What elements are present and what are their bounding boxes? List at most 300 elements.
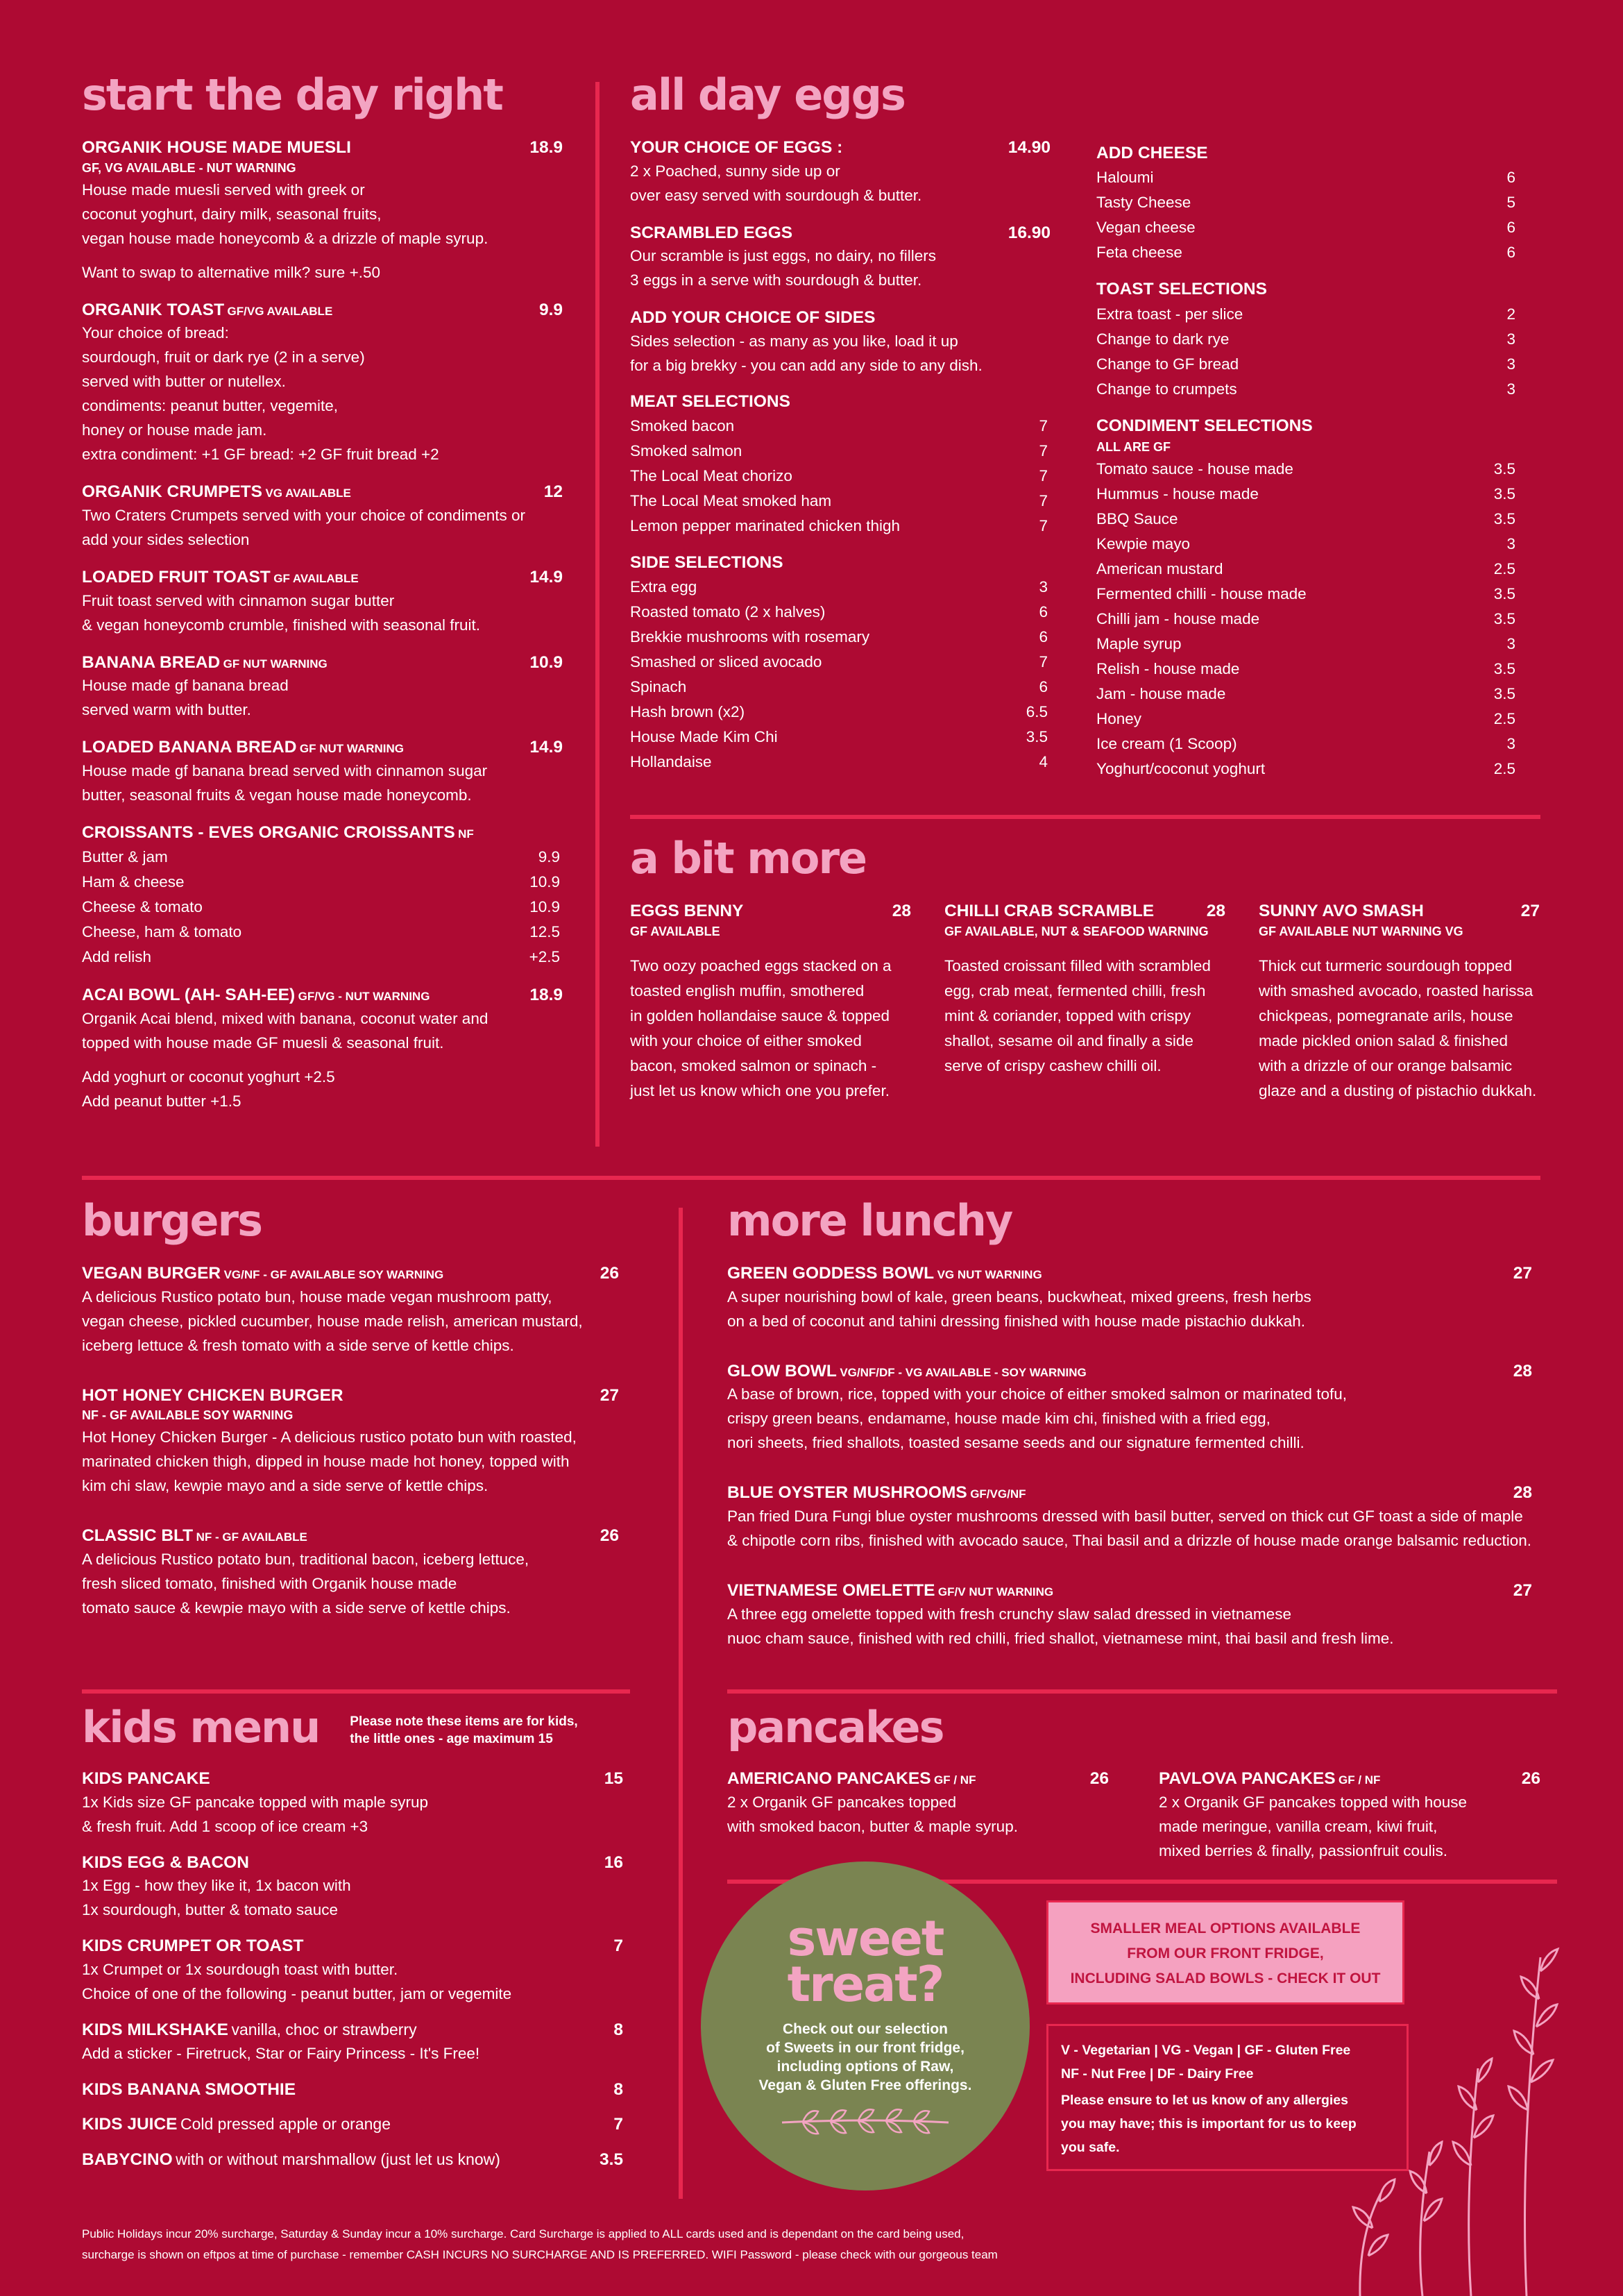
condiment-note: ALL ARE GF xyxy=(1096,439,1171,454)
pancake-items xyxy=(727,1749,1540,1863)
description-line: sourdough, fruit or dark rye (2 in a serve) xyxy=(82,348,365,366)
row-price: 6 xyxy=(1039,603,1048,621)
cheese-row xyxy=(1096,190,1518,215)
croissant-options xyxy=(82,845,563,970)
row-label: Fermented chilli - house made xyxy=(1096,584,1307,602)
description-line: Organik Acai blend, mixed with banana, coconut water and xyxy=(82,1010,488,1027)
row-label: Maple syrup xyxy=(1096,634,1182,652)
lunchy-section xyxy=(727,1195,1532,1651)
row-label: Cheese & tomato xyxy=(82,898,203,916)
row-label: Chilli jam - house made xyxy=(1096,609,1260,627)
menu-item-title xyxy=(727,1263,1042,1285)
sweet-body-line: Check out our selection xyxy=(782,2021,949,2037)
menu-item xyxy=(727,1361,1532,1455)
burger-items xyxy=(82,1263,619,1620)
description-line: coconut yoghurt, dairy milk, seasonal fruits, xyxy=(82,205,382,223)
menu-item-title xyxy=(82,2150,500,2171)
description-line: Toasted croissant filled with scrambled xyxy=(944,956,1211,974)
description-line: 2 x Organik GF pancakes topped xyxy=(727,1793,957,1811)
description-line: Hot Honey Chicken Burger - A delicious rustico potato bun with roasted, xyxy=(82,1428,577,1446)
divider-burgers-kids xyxy=(82,1689,630,1694)
menu-item-title xyxy=(630,901,743,922)
menu-item-title xyxy=(1259,901,1424,922)
menu-item-header xyxy=(82,1385,619,1407)
menu-item-price: 7 xyxy=(613,1936,623,1956)
menu-item-tag: VG/NF - GF AVAILABLE SOY WARNING xyxy=(223,1268,444,1281)
description-line: add your sides selection xyxy=(82,530,250,548)
description-line: over easy served with sourdough & butter. xyxy=(630,186,922,204)
menu-item-price: 28 xyxy=(1513,1483,1532,1503)
menu-item xyxy=(630,901,911,1104)
menu-item-header xyxy=(82,137,563,159)
menu-item-inline-desc: Cold pressed apple or orange xyxy=(180,2115,391,2134)
condiment-row xyxy=(1096,632,1518,657)
menu-item-price: 8 xyxy=(613,2079,623,2099)
menu-item xyxy=(727,1580,1532,1651)
condiment-row xyxy=(1096,482,1518,507)
row-price: 3 xyxy=(1039,578,1048,596)
menu-item-header xyxy=(630,307,1051,329)
menu-item-description xyxy=(1159,1790,1540,1863)
bitmore-items xyxy=(630,886,1540,1104)
menu-item-price: 9.9 xyxy=(538,300,563,319)
menu-item-tag: NF - GF AVAILABLE xyxy=(196,1530,307,1544)
menu-item-price: 27 xyxy=(1513,1580,1532,1600)
side-row xyxy=(630,625,1051,650)
row-price: 3.5 xyxy=(1493,684,1515,702)
menu-item-tag: NF xyxy=(458,827,474,841)
menu-item-price: 10.9 xyxy=(529,652,563,672)
menu-item-name: VEGAN BURGER xyxy=(82,1264,221,1283)
menu-item-title xyxy=(727,1769,976,1790)
menu-item-title xyxy=(82,1852,249,1874)
row-price: 12.5 xyxy=(529,923,560,941)
row-label: Hollandaise xyxy=(630,753,712,771)
menu-item-note: GF AVAILABLE, NUT & SEAFOOD WARNING xyxy=(944,924,1209,938)
row-label: Extra toast - per slice xyxy=(1096,305,1243,323)
condiment-row xyxy=(1096,607,1518,632)
row-price: 3 xyxy=(1506,380,1515,398)
menu-item-header xyxy=(1159,1769,1540,1790)
row-label: Ham & cheese xyxy=(82,873,185,891)
menu-item-header xyxy=(727,1769,1109,1790)
cheese-row xyxy=(1096,240,1518,265)
row-label: Feta cheese xyxy=(1096,244,1182,262)
menu-item-name: AMERICANO PANCAKES xyxy=(727,1769,931,1788)
menu-item xyxy=(82,137,563,285)
description-line: with a drizzle of our orange balsamic xyxy=(1259,1056,1513,1074)
bitmore-column xyxy=(1259,886,1540,1104)
menu-item-name: SUNNY AVO SMASH xyxy=(1259,902,1424,920)
description-line: Add a sticker - Firetruck, Star or Fairy Princess - It's Free! xyxy=(82,2044,480,2062)
description-line: honey or house made jam. xyxy=(82,421,267,439)
menu-item-header xyxy=(82,300,563,321)
menu-item-note: GF, VG AVAILABLE - NUT WARNING xyxy=(82,160,296,175)
menu-item-price: 27 xyxy=(1513,1264,1532,1283)
row-label: Honey xyxy=(1096,709,1142,727)
section-title-bitmore: a bit more xyxy=(630,833,867,884)
description-line: & chipotle corn ribs, finished with avocado sauce, Thai basil and a drizzle of house made orange balsamic reduction. xyxy=(727,1531,1531,1549)
description-line: just let us know which one you prefer. xyxy=(630,1081,890,1099)
menu-item-description xyxy=(82,589,563,637)
description-line: 1x Kids size GF pancake topped with maple syrup xyxy=(82,1793,428,1811)
row-label: House Made Kim Chi xyxy=(630,728,778,746)
menu-item-name: KIDS MILKSHAKE xyxy=(82,2020,228,2039)
meat-row xyxy=(630,514,1051,539)
row-label: Butter & jam xyxy=(82,848,168,866)
description-line: vegan house made honeycomb & a drizzle of maple syrup. xyxy=(82,229,488,247)
row-price: 3 xyxy=(1506,634,1515,652)
menu-item-price: 26 xyxy=(600,1264,619,1283)
menu-item-header xyxy=(82,2114,623,2136)
description-line: extra condiment: +1 GF bread: +2 GF fruit bread +2 xyxy=(82,446,439,464)
menu-item-tag: VG NUT WARNING xyxy=(937,1268,1042,1281)
row-price: +2.5 xyxy=(529,948,560,966)
menu-item xyxy=(82,482,563,552)
row-price: 5 xyxy=(1506,194,1515,212)
description-line: House made gf banana bread xyxy=(82,677,289,695)
side-row xyxy=(630,675,1051,700)
eggs-right-column xyxy=(1096,142,1518,782)
row-price: 2.5 xyxy=(1493,759,1515,777)
menu-item-price: 16.90 xyxy=(1008,223,1051,242)
description-line: House made gf banana bread served with cinnamon sugar xyxy=(82,761,488,779)
description-line: with your choice of either smoked xyxy=(630,1031,862,1049)
cheese-row xyxy=(1096,165,1518,190)
row-price: 9.9 xyxy=(538,848,560,866)
menu-item-title xyxy=(82,567,359,589)
description-line: & vegan honeycomb crumble, finished with seasonal fruit. xyxy=(82,616,481,634)
menu-item-price: 14.9 xyxy=(529,567,563,586)
description-line: served warm with butter. xyxy=(82,701,251,719)
footer-line: surcharge is shown on eftpos at time of purchase - remember CASH INCURS NO SURCHARGE AND IS PREFERRED. WIFI Password - please check with our gorgeous team xyxy=(82,2248,998,2261)
condiment-row xyxy=(1096,532,1518,557)
condiment-row xyxy=(1096,682,1518,707)
menu-item-price: 7 xyxy=(613,2115,623,2134)
kids-section xyxy=(82,1702,623,2170)
menu-item-tag: GF NUT WARNING xyxy=(223,657,328,670)
menu-item-description xyxy=(1259,954,1540,1104)
description-line: topped with house made GF muesli & seasonal fruit. xyxy=(82,1034,444,1052)
menu-item-name: PAVLOVA PANCAKES xyxy=(1159,1769,1336,1788)
toast-selections-title: TOAST SELECTIONS xyxy=(1096,280,1267,299)
description-line: on a bed of coconut and tahini dressing finished with house made pistachio dukkah. xyxy=(727,1312,1306,1330)
divider-top-bottom xyxy=(82,1176,1540,1180)
croissant-row xyxy=(82,945,563,970)
menu-item-title xyxy=(82,985,430,1006)
sweet-treat-circle xyxy=(701,1862,1030,2191)
menu-item xyxy=(82,300,563,467)
menu-item xyxy=(82,1263,619,1358)
menu-item-title xyxy=(82,482,351,503)
menu-item-name: GLOW BOWL xyxy=(727,1361,837,1381)
toast-row xyxy=(1096,302,1518,327)
footer-line: Public Holidays incur 20% surcharge, Saturday & Sunday incur a 10% surcharge. Card Surcharge is applied to ALL cards used and is dependant on the card being used, xyxy=(82,2227,965,2240)
row-label: The Local Meat smoked ham xyxy=(630,492,832,510)
extra-line: Add peanut butter +1.5 xyxy=(82,1092,241,1110)
description-line: made meringue, vanilla cream, kiwi fruit, xyxy=(1159,1817,1438,1835)
menu-item-description xyxy=(82,178,563,251)
row-label: Smashed or sliced avocado xyxy=(630,653,822,671)
menu-item xyxy=(82,2079,623,2101)
kids-note-line: Please note these items are for kids, xyxy=(350,1714,578,1729)
menu-item-name: LOADED FRUIT TOAST xyxy=(82,567,271,586)
menu-item-tag: GF NUT WARNING xyxy=(299,742,405,756)
description-line: chickpeas, pomegranate arils, house xyxy=(1259,1006,1513,1024)
condiment-row xyxy=(1096,507,1518,532)
menu-item-note: GF AVAILABLE xyxy=(630,924,720,938)
sweet-title-line: sweet xyxy=(787,1910,944,1967)
menu-item-title xyxy=(82,2079,296,2101)
description-line: for a big brekky - you can add any side to any dish. xyxy=(630,356,983,374)
row-price: 6 xyxy=(1039,628,1048,646)
sweet-body-line: Vegan & Gluten Free offerings. xyxy=(758,2077,972,2093)
menu-item xyxy=(944,901,1225,1079)
menu-item-title xyxy=(944,901,1154,922)
menu-item-name: BLUE OYSTER MUSHROOMS xyxy=(727,1483,967,1503)
menu-item xyxy=(630,137,1051,208)
menu-item-header xyxy=(82,737,563,759)
condiment-row xyxy=(1096,757,1518,782)
row-price: 3.5 xyxy=(1493,509,1515,527)
menu-item-header xyxy=(82,1526,619,1547)
eggs-extras-section xyxy=(1096,130,1518,782)
menu-item-price: 26 xyxy=(1089,1769,1109,1788)
row-price: 2 xyxy=(1506,305,1515,323)
section-title-breakfast: start the day right xyxy=(82,69,502,120)
meat-selections-title: MEAT SELECTIONS xyxy=(630,391,790,411)
extra-line: Want to swap to alternative milk? sure +.50 xyxy=(82,263,380,281)
description-line: & fresh fruit. Add 1 scoop of ice cream +3 xyxy=(82,1817,368,1835)
meat-row xyxy=(630,414,1051,439)
cheese-selections-title: ADD CHEESE xyxy=(1096,144,1208,162)
croissant-row xyxy=(82,920,563,945)
menu-item-price: 18.9 xyxy=(529,138,563,157)
menu-item-title xyxy=(82,1385,343,1407)
description-line: A three egg omelette topped with fresh crunchy slaw salad dressed in vietnamese xyxy=(727,1605,1291,1623)
description-line: mint & coriander, topped with crispy xyxy=(944,1006,1191,1024)
row-price: 7 xyxy=(1039,467,1048,485)
row-label: Cheese, ham & tomato xyxy=(82,923,242,941)
description-line: 2 x Poached, sunny side up or xyxy=(630,162,840,180)
description-line: Our scramble is just eggs, no dairy, no fillers xyxy=(630,247,937,265)
menu-item-header xyxy=(727,1483,1532,1504)
meat-row xyxy=(630,464,1051,489)
description-line: tomato sauce & kewpie mayo with a side serve of kettle chips. xyxy=(82,1598,511,1617)
menu-item-name: BABYCINO xyxy=(82,2150,173,2169)
divider-lunchy-pancakes xyxy=(727,1689,1557,1694)
row-label: The Local Meat chorizo xyxy=(630,467,792,485)
menu-item xyxy=(82,567,563,637)
menu-item-tag: GF / NF xyxy=(1339,1773,1381,1787)
menu-item-header xyxy=(82,1936,623,1957)
menu-item-description xyxy=(630,244,1051,292)
row-price: 3.5 xyxy=(1493,659,1515,677)
menu-item-price: 8 xyxy=(613,2020,623,2039)
description-line: Thick cut turmeric sourdough topped xyxy=(1259,956,1513,974)
meat-row xyxy=(630,439,1051,464)
menu-item-header xyxy=(82,985,563,1006)
row-price: 3.5 xyxy=(1493,484,1515,503)
row-price: 2.5 xyxy=(1493,559,1515,577)
description-line: Choice of one of the following - peanut butter, jam or vegemite xyxy=(82,1984,512,2002)
row-label: Hummus - house made xyxy=(1096,484,1259,503)
kids-note-line: the little ones - age maximum 15 xyxy=(350,1732,553,1746)
condiment-selections-title: CONDIMENT SELECTIONS xyxy=(1096,416,1313,435)
description-line: bacon, smoked salmon or spinach - xyxy=(630,1056,877,1074)
row-price: 3.5 xyxy=(1493,459,1515,478)
row-price: 7 xyxy=(1039,653,1048,671)
row-label: Lemon pepper marinated chicken thigh xyxy=(630,517,900,535)
menu-item-title xyxy=(630,137,842,159)
breakfast-section xyxy=(82,69,563,1113)
menu-item-tag: GF/V NUT WARNING xyxy=(937,1585,1054,1598)
section-title-lunchy: more lunchy xyxy=(727,1195,1012,1246)
menu-item-title xyxy=(82,2114,391,2136)
menu-item xyxy=(82,2150,623,2171)
menu-item-name: KIDS CRUMPET OR TOAST xyxy=(82,1936,304,1956)
description-line: butter, seasonal fruits & vegan house made honeycomb. xyxy=(82,786,472,804)
divider-vertical-top xyxy=(595,82,600,1147)
section-title-burgers: burgers xyxy=(82,1195,262,1246)
bitmore-section xyxy=(630,833,1540,1104)
menu-item xyxy=(1159,1769,1540,1863)
description-line: Two oozy poached eggs stacked on a xyxy=(630,956,892,974)
menu-item-description xyxy=(82,759,563,807)
row-label: Hash brown (x2) xyxy=(630,703,745,721)
row-label: Change to crumpets xyxy=(1096,380,1237,398)
meat-row xyxy=(630,489,1051,514)
section-title-eggs: all day eggs xyxy=(630,69,905,120)
row-label: Tasty Cheese xyxy=(1096,194,1191,212)
menu-item-tag: GF AVAILABLE xyxy=(273,571,359,585)
breakfast-items xyxy=(82,137,563,1113)
menu-item-price: 18.9 xyxy=(529,986,563,1005)
description-line: 3 eggs in a serve with sourdough & butter. xyxy=(630,271,922,289)
row-price: 7 xyxy=(1039,492,1048,510)
menu-item xyxy=(82,652,563,723)
menu-item-title xyxy=(82,822,474,844)
menu-item-title xyxy=(727,1483,1026,1504)
condiment-row xyxy=(1096,457,1518,482)
menu-item-title xyxy=(630,223,792,244)
description-line: 1x Crumpet or 1x sourdough toast with butter. xyxy=(82,1960,398,1978)
menu-item-description xyxy=(82,1790,623,1839)
bitmore-column xyxy=(630,886,911,1104)
eggs-left-column xyxy=(630,137,1051,775)
menu-item-header xyxy=(82,567,563,589)
menu-item-header xyxy=(1259,901,1540,922)
menu-item xyxy=(727,1263,1532,1333)
legend-line: NF - Nut Free | DF - Dairy Free xyxy=(1061,2066,1254,2082)
croissant-row xyxy=(82,845,563,870)
menu-item-title xyxy=(727,1580,1053,1602)
menu-item-header xyxy=(82,652,563,674)
menu-item-title xyxy=(82,737,404,759)
menu-item-price: 28 xyxy=(1206,902,1225,920)
row-label: Roasted tomato (2 x halves) xyxy=(630,603,826,621)
menu-item-title xyxy=(82,1936,303,1957)
row-price: 3.5 xyxy=(1493,609,1515,627)
description-line: glaze and a dusting of pistachio dukkah. xyxy=(1259,1081,1537,1099)
menu-item xyxy=(1259,901,1540,1104)
menu-item-description xyxy=(82,503,563,552)
menu-item-header xyxy=(727,1580,1532,1602)
description-line: Sides selection - as many as you like, load it up xyxy=(630,332,958,350)
row-label: Smoked bacon xyxy=(630,417,735,435)
row-label: Ice cream (1 Scoop) xyxy=(1096,734,1237,752)
menu-item-description xyxy=(630,954,911,1104)
section-title-pancakes: pancakes xyxy=(727,1702,944,1753)
leaf-sprig-icon xyxy=(775,2102,955,2143)
description-line: 1x Egg - how they like it, 1x bacon with xyxy=(82,1877,351,1895)
condiment-row xyxy=(1096,707,1518,732)
sweet-treat-title xyxy=(701,1910,1030,2013)
menu-item xyxy=(630,307,1051,378)
menu-item-name: CLASSIC BLT xyxy=(82,1526,194,1546)
row-price: 6 xyxy=(1039,678,1048,696)
description-line: toasted english muffin, smothered xyxy=(630,981,865,999)
menu-item xyxy=(82,737,563,807)
description-line: with smoked bacon, butter & maple syrup. xyxy=(727,1817,1018,1835)
sweet-title-line: treat? xyxy=(787,1956,944,2013)
row-label: American mustard xyxy=(1096,559,1223,577)
menu-item-header xyxy=(82,1852,623,1874)
row-price: 6 xyxy=(1506,244,1515,262)
description-line: Two Craters Crumpets served with your choice of condiments or xyxy=(82,506,525,524)
menu-item-header xyxy=(727,1263,1532,1285)
sweet-body-line: of Sweets in our front fridge, xyxy=(766,2040,965,2056)
kids-items xyxy=(82,1769,623,2170)
condiment-row xyxy=(1096,657,1518,682)
menu-item-price: 27 xyxy=(600,1385,619,1405)
menu-item-name: ORGANIK CRUMPETS xyxy=(82,482,262,502)
menu-item-header xyxy=(82,1769,623,1790)
row-price: 7 xyxy=(1039,442,1048,460)
menu-item-header xyxy=(82,2020,623,2041)
menu-item-price: 16 xyxy=(604,1852,623,1872)
allergy-line: Please ensure to let us know of any allergies xyxy=(1061,2093,1348,2108)
menu-item-price: 28 xyxy=(1513,1361,1532,1381)
side-selections-title: SIDE SELECTIONS xyxy=(630,553,783,573)
side-row xyxy=(630,650,1051,675)
description-line: kim chi slaw, kewpie mayo and a side serve of kettle chips. xyxy=(82,1477,488,1495)
menu-item-title xyxy=(82,1769,210,1790)
row-label: Vegan cheese xyxy=(1096,219,1196,237)
description-line: iceberg lettuce & fresh tomato with a side serve of kettle chips. xyxy=(82,1336,514,1354)
toast-row xyxy=(1096,377,1518,402)
menu-item-title xyxy=(1159,1769,1380,1790)
bitmore-column xyxy=(944,886,1225,1104)
row-price: 10.9 xyxy=(529,898,560,916)
menu-item-title xyxy=(727,1361,1087,1383)
description-line: 2 x Organik GF pancakes topped with house xyxy=(1159,1793,1468,1811)
menu-item-header xyxy=(630,901,911,922)
menu-item-note: NF - GF AVAILABLE SOY WARNING xyxy=(82,1408,294,1423)
divider-eggs-bitmore xyxy=(630,815,1540,819)
side-row xyxy=(630,750,1051,775)
row-label: Brekkie mushrooms with rosemary xyxy=(630,628,870,646)
menu-item-header xyxy=(82,1263,619,1285)
menu-item-description xyxy=(727,1382,1532,1455)
menu-item-name: KIDS PANCAKE xyxy=(82,1769,210,1788)
menu-item-header xyxy=(944,901,1225,922)
menu-item-description xyxy=(82,1873,623,1922)
menu-item xyxy=(727,1483,1532,1553)
divider-vertical-bottom xyxy=(679,1208,683,2199)
menu-item-header xyxy=(82,2150,623,2171)
menu-item-price: 28 xyxy=(892,902,911,920)
